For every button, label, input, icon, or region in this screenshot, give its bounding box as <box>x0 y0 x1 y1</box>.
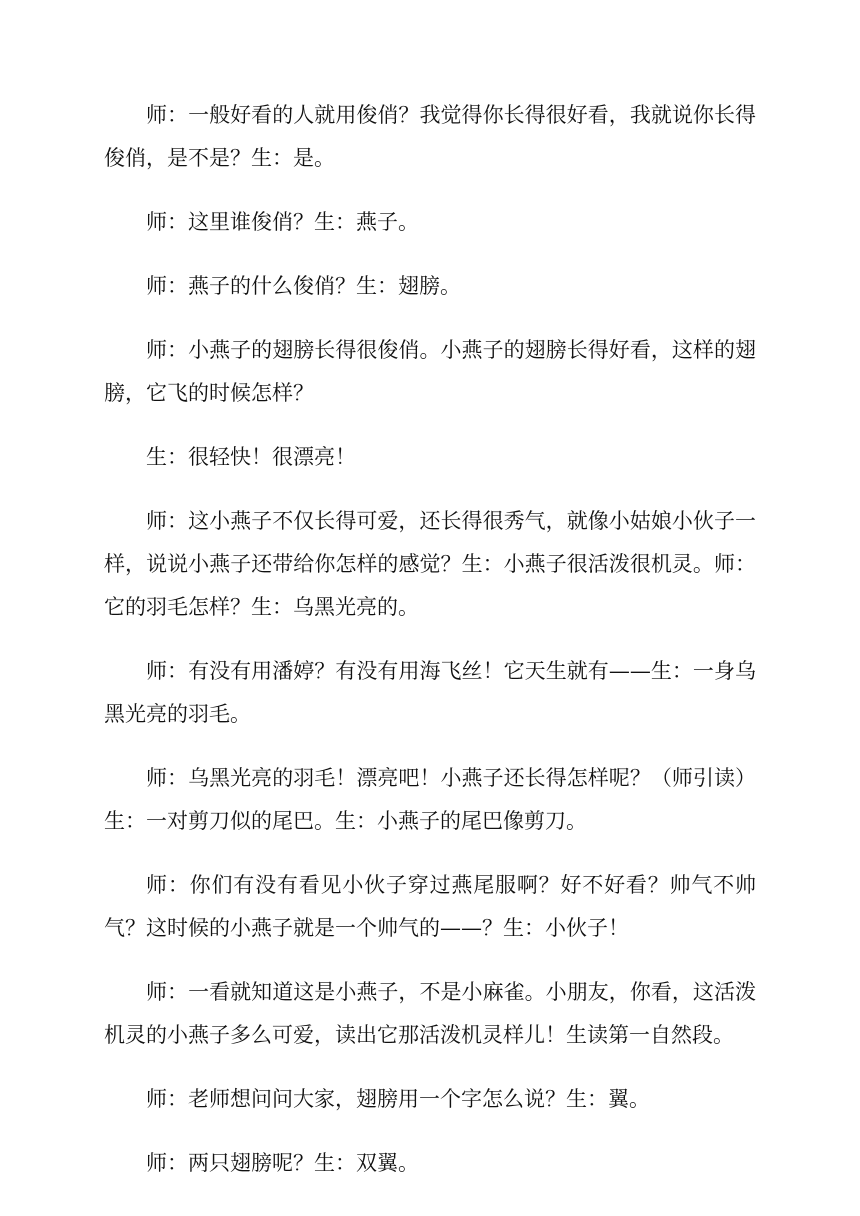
document-page <box>104 94 756 1206</box>
paragraph-1: 师：一般好看的人就用俊俏？我觉得你长得很好看，我就说你长得俊俏，是不是？生：是。 <box>104 103 756 170</box>
paragraph-12: 师：两只翅膀呢？生：双翼。 <box>146 1151 419 1175</box>
paragraph-11: 师：老师想问问大家，翅膀用一个字怎么说？生：翼。 <box>146 1087 650 1111</box>
paragraph-10: 师：一看就知道这是小燕子，不是小麻雀。小朋友，你看，这活泼机灵的小燕子多么可爱，读出它那活泼机灵样儿！生读第一自然段。 <box>104 980 756 1047</box>
paragraph-8: 师：乌黑光亮的羽毛！漂亮吧！小燕子还长得怎样呢？（师引读）生：一对剪刀似的尾巴。生：小燕子的尾巴像剪刀。 <box>104 766 756 833</box>
paragraph-4: 师：小燕子的翅膀长得很俊俏。小燕子的翅膀长得好看，这样的翅膀，它飞的时候怎样？ <box>104 338 756 405</box>
paragraph-2: 师：这里谁俊俏？生：燕子。 <box>146 210 419 234</box>
paragraph-3: 师：燕子的什么俊俏？生：翅膀。 <box>146 274 461 298</box>
paragraph-7: 师：有没有用潘婷？有没有用海飞丝！它天生就有——生：一身乌黑光亮的羽毛。 <box>104 659 756 726</box>
paragraph-5: 生：很轻快！很漂亮！ <box>146 445 356 469</box>
paragraph-9: 师：你们有没有看见小伙子穿过燕尾服啊？好不好看？帅气不帅气？这时候的小燕子就是一个帅气的——？生：小伙子！ <box>104 873 756 940</box>
paragraph-6: 师：这小燕子不仅长得可爱，还长得很秀气，就像小姑娘小伙子一样，说说小燕子还带给你怎样的感觉？生：小燕子很活泼很机灵。师：它的羽毛怎样？生：乌黑光亮的。 <box>104 509 756 619</box>
